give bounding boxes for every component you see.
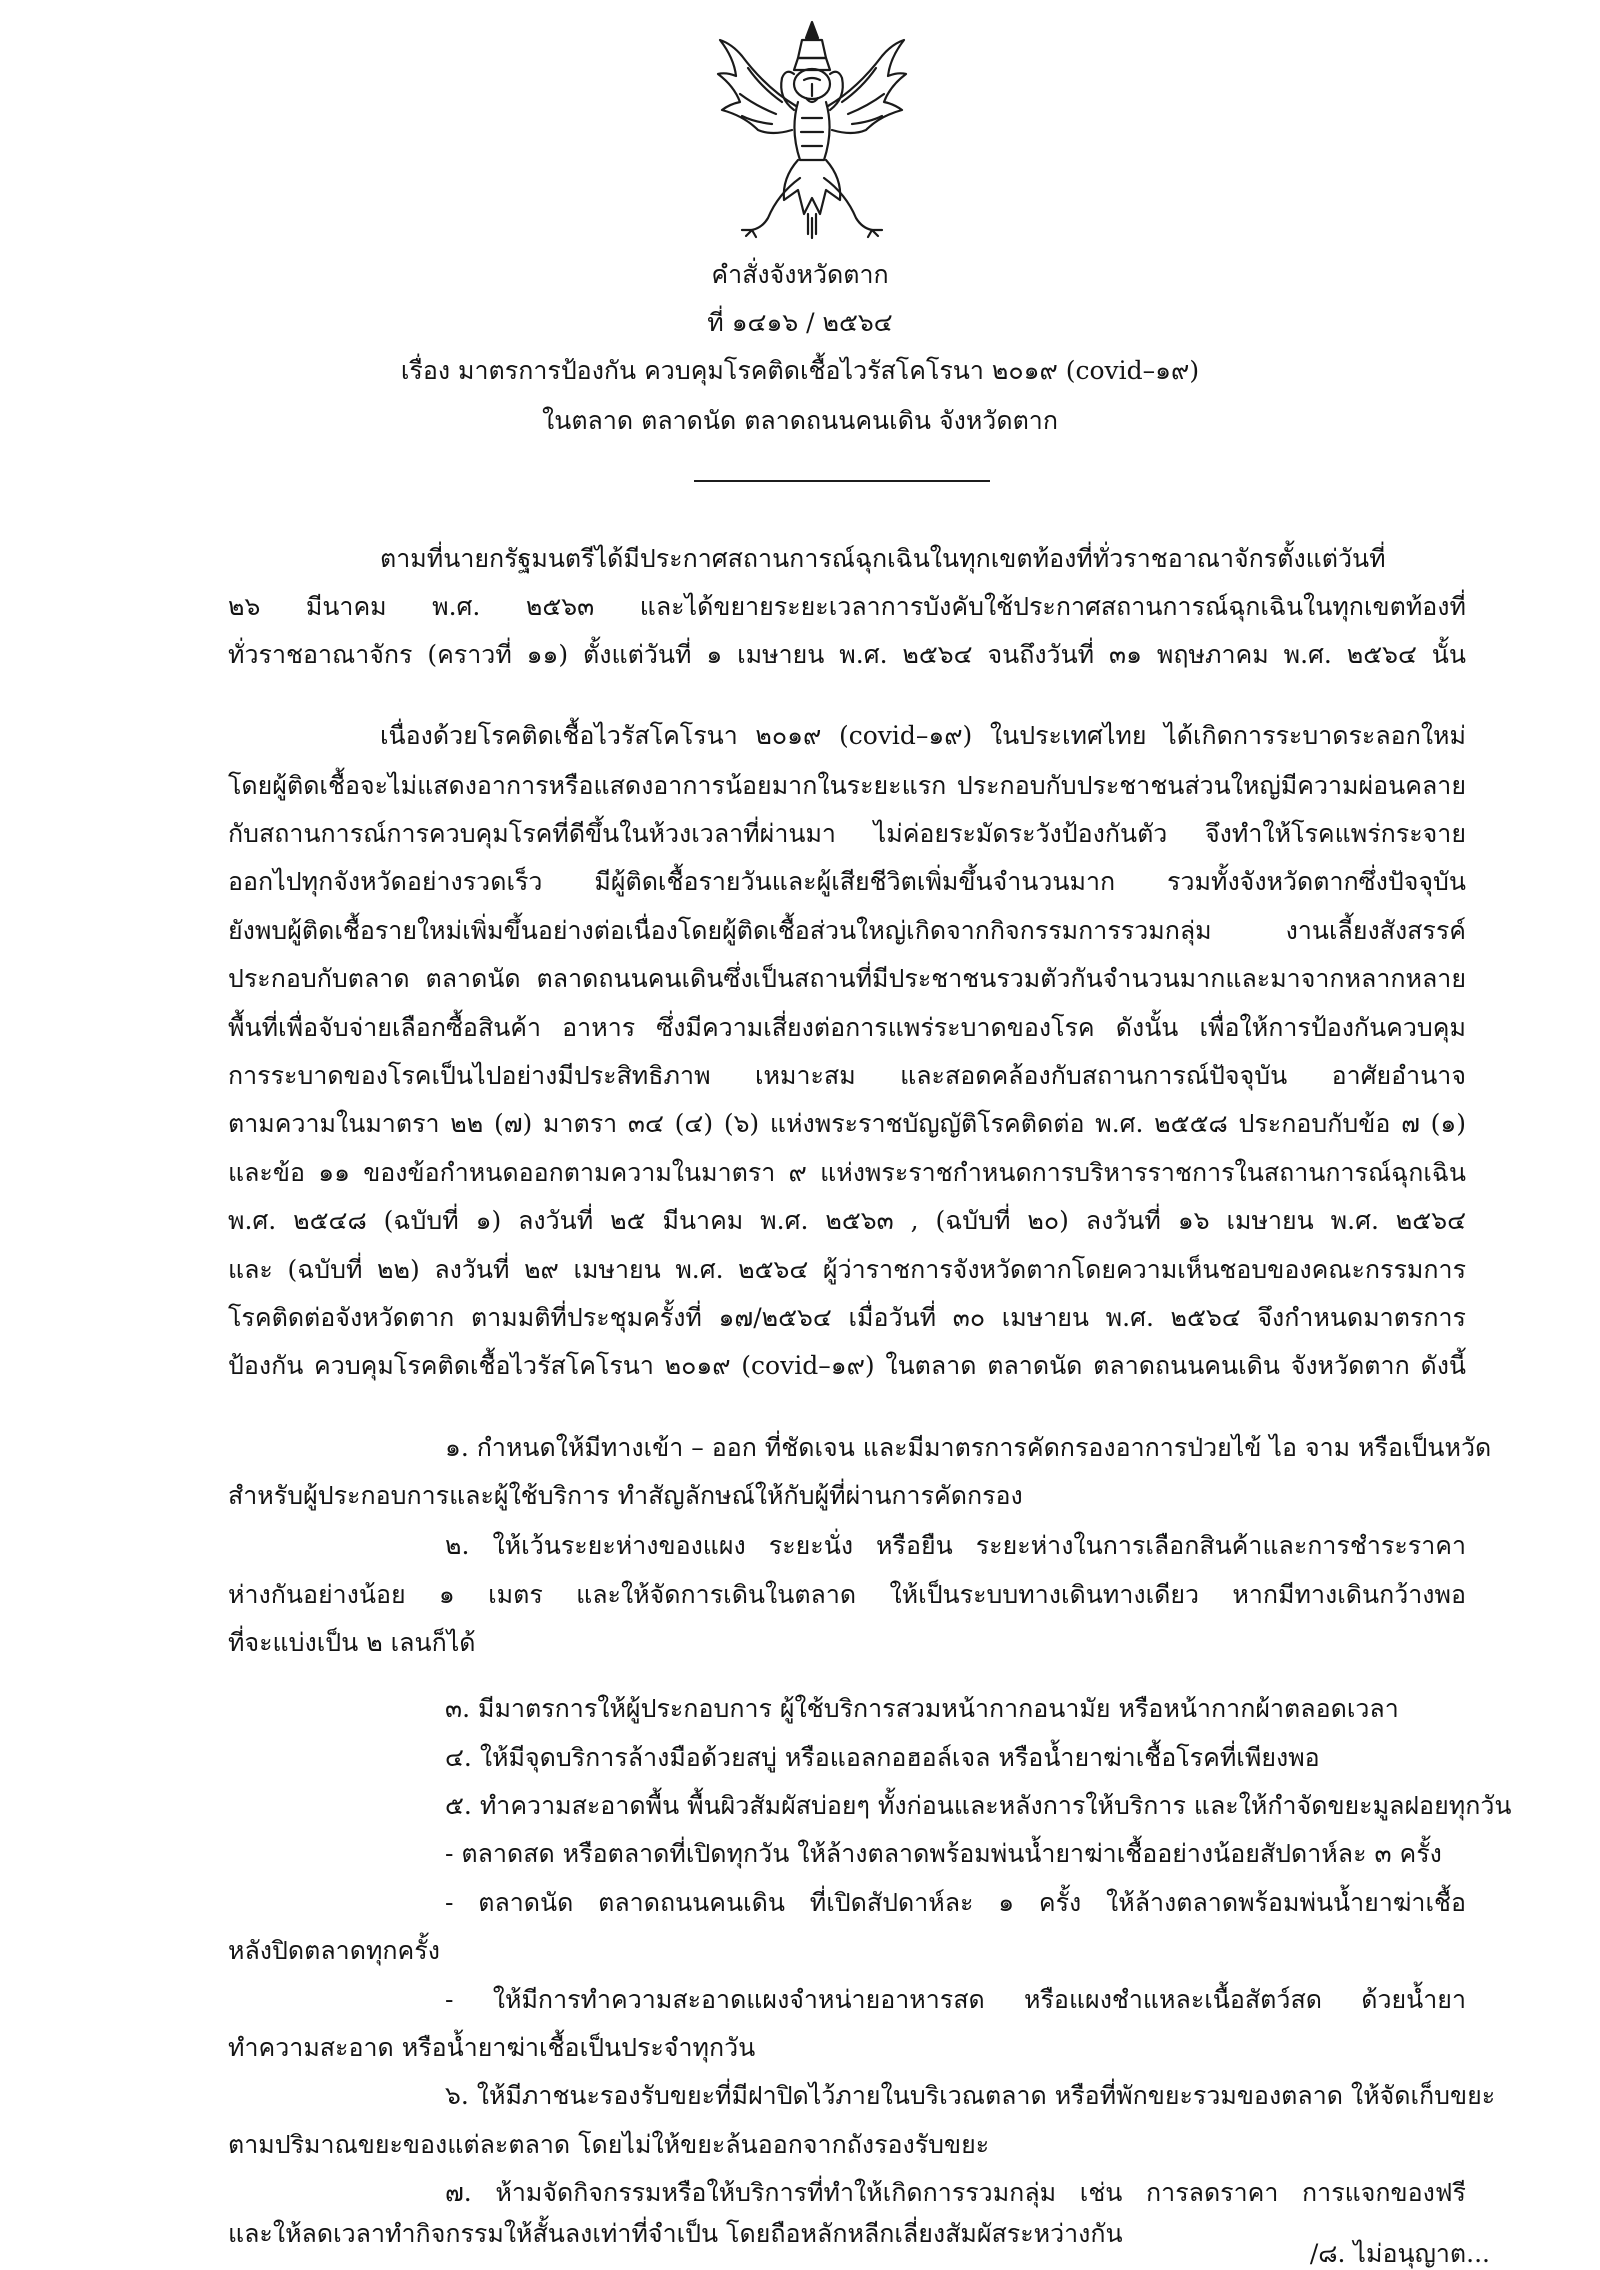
measure-2-continued: ห่างกันอย่างน้อย ๑ เมตร และให้จัดการเดินในตลาด ให้เป็นระบบทางเดินทางเดียว หากมีทางเดินกว้างพอ <box>228 1580 1466 1609</box>
paragraph-line: โรคติดต่อจังหวัดตาก ตามมติที่ประชุมครั้งที่ ๑๗/๒๕๖๔ เมื่อวันที่ ๓๐ เมษายน พ.ศ. ๒๕๖๔ จึงกำหนดมาตรการ <box>228 1303 1466 1332</box>
measure-2-continued: ที่จะแบ่งเป็น ๒ เลนก็ได้ <box>228 1628 476 1657</box>
paragraph-line: และข้อ ๑๑ ของข้อกำหนดออกตามความในมาตรา ๙ แห่งพระราชกำหนดการบริหารราชการในสถานการณ์ฉุกเฉิน <box>228 1158 1466 1187</box>
garuda-emblem-icon <box>712 18 912 240</box>
measure-2: ๒. ให้เว้นระยะห่างของแผง ระยะนั่ง หรือยืน ระยะห่างในการเลือกสินค้าและการชำระราคา <box>445 1531 1466 1560</box>
measure-5-sub-c-continued: ทำความสะอาด หรือน้ำยาฆ่าเชื้อเป็นประจำทุกวัน <box>228 2033 756 2062</box>
order-number: ที่ ๑๔๑๖ / ๒๕๖๔ <box>707 308 893 337</box>
measure-5-sub-b-continued: หลังปิดตลาดทุกครั้ง <box>228 1936 440 1965</box>
measure-7-continued: และให้ลดเวลาทำกิจกรรมให้สั้นลงเท่าที่จำเป็น โดยถือหลักหลีกเลี่ยงสัมผัสระหว่างกัน <box>228 2219 1123 2248</box>
paragraph-line: ประกอบกับตลาด ตลาดนัด ตลาดถนนคนเดินซึ่งเป็นสถานที่มีประชาชนรวมตัวกันจำนวนมากและมาจากหลากหลาย <box>228 964 1466 993</box>
measure-5: ๕. ทำความสะอาดพื้น พื้นผิวสัมผัสบ่อยๆ ทั้งก่อนและหลังการให้บริการ และให้กำจัดขยะมูลฝอยทุกวัน <box>445 1791 1512 1820</box>
order-subject-continued: ในตลาด ตลาดนัด ตลาดถนนคนเดิน จังหวัดตาก <box>542 406 1058 435</box>
continued-on-next-page: /๘. ไม่อนุญาต... <box>1309 2239 1490 2268</box>
paragraph-line: ป้องกัน ควบคุมโรคติดเชื้อไวรัสโคโรนา ๒๐๑๙ (covid–๑๙) ในตลาด ตลาดนัด ตลาดถนนคนเดิน จังหวัดตาก ดังนี้ <box>228 1351 1466 1380</box>
paragraph-line: ทั่วราชอาณาจักร (คราวที่ ๑๑) ตั้งแต่วันที่ ๑ เมษายน พ.ศ. ๒๕๖๔ จนถึงวันที่ ๓๑ พฤษภาคม พ.ศ. ๒๕๖๔ นั้น <box>228 640 1466 669</box>
paragraph-line: กับสถานการณ์การควบคุมโรคที่ดีขึ้นในห้วงเวลาที่ผ่านมา ไม่ค่อยระมัดระวังป้องกันตัว จึงทำให้โรคแพร่กระจาย <box>228 819 1466 848</box>
paragraph-line: พื้นที่เพื่อจับจ่ายเลือกซื้อสินค้า อาหาร ซึ่งมีความเสี่ยงต่อการแพร่ระบาดของโรค ดังนั้น เพื่อให้การป้องกันควบคุม <box>228 1013 1466 1042</box>
paragraph-line: การระบาดของโรคเป็นไปอย่างมีประสิทธิภาพ เหมาะสม และสอดคล้องกับสถานการณ์ปัจจุบัน อาศัยอำนาจ <box>228 1061 1466 1090</box>
measure-5-sub-c: - ให้มีการทำความสะอาดแผงจำหน่ายอาหารสด หรือแผงชำแหละเนื้อสัตว์สด ด้วยน้ำยา <box>445 1985 1466 2014</box>
measure-5-sub-a: - ตลาดสด หรือตลาดที่เปิดทุกวัน ให้ล้างตลาดพร้อมพ่นน้ำยาฆ่าเชื้ออย่างน้อยสัปดาห์ละ ๓ ครั้ง <box>445 1839 1442 1868</box>
paragraph-line: โดยผู้ติดเชื้อจะไม่แสดงอาการหรือแสดงอาการน้อยมากในระยะแรก ประกอบกับประชาชนส่วนใหญ่มีความผ่อนคลาย <box>228 771 1466 800</box>
paragraph-line: และ (ฉบับที่ ๒๒) ลงวันที่ ๒๙ เมษายน พ.ศ. ๒๕๖๔ ผู้ว่าราชการจังหวัดตากโดยความเห็นชอบของคณะกรรมการ <box>228 1255 1466 1284</box>
paragraph-line: ออกไปทุกจังหวัดอย่างรวดเร็ว มีผู้ติดเชื้อรายวันและผู้เสียชีวิตเพิ่มขึ้นจำนวนมาก รวมทั้งจังหวัดตากซึ่งปัจจุบัน <box>228 867 1466 896</box>
measure-7: ๗. ห้ามจัดกิจกรรมหรือให้บริการที่ทำให้เกิดการรวมกลุ่ม เช่น การลดราคา การแจกของฟรี <box>445 2178 1466 2207</box>
paragraph-line: ตามความในมาตรา ๒๒ (๗) มาตรา ๓๔ (๔) (๖) แห่งพระราชบัญญัติโรคติดต่อ พ.ศ. ๒๕๕๘ ประกอบกับข้อ ๗ (๑) <box>228 1109 1466 1138</box>
measure-6: ๖. ให้มีภาชนะรองรับขยะที่มีฝาปิดไว้ภายในบริเวณตลาด หรือที่พักขยะรวมของตลาด ให้จัดเก็บขยะ <box>445 2081 1496 2110</box>
paragraph-line: ตามที่นายกรัฐมนตรีได้มีประกาศสถานการณ์ฉุกเฉินในทุกเขตท้องที่ทั่วราชอาณาจักรตั้งแต่วันที่ <box>380 544 1386 573</box>
measure-3: ๓. มีมาตรการให้ผู้ประกอบการ ผู้ใช้บริการสวมหน้ากากอนามัย หรือหน้ากากผ้าตลอดเวลา <box>445 1694 1399 1723</box>
paragraph-line: พ.ศ. ๒๕๔๘ (ฉบับที่ ๑) ลงวันที่ ๒๕ มีนาคม พ.ศ. ๒๕๖๓ , (ฉบับที่ ๒๐) ลงวันที่ ๑๖ เมษายน พ.ศ. ๒๕๖๔ <box>228 1206 1466 1235</box>
measure-6-continued: ตามปริมาณขยะของแต่ละตลาด โดยไม่ให้ขยะล้นออกจากถังรองรับขยะ <box>228 2130 990 2159</box>
measure-5-sub-b: - ตลาดนัด ตลาดถนนคนเดิน ที่เปิดสัปดาห์ละ ๑ ครั้ง ให้ล้างตลาดพร้อมพ่นน้ำยาฆ่าเชื้อ <box>445 1888 1466 1917</box>
paragraph-line: เนื่องด้วยโรคติดเชื้อไวรัสโคโรนา ๒๐๑๙ (covid–๑๙) ในประเทศไทย ได้เกิดการระบาดระลอกใหม่ <box>380 721 1466 750</box>
measure-1: ๑. กำหนดให้มีทางเข้า – ออก ที่ชัดเจน และมีมาตรการคัดกรองอาการป่วยไข้ ไอ จาม หรือเป็นหวัด <box>445 1433 1492 1462</box>
header-divider <box>694 480 990 482</box>
paragraph-line: ยังพบผู้ติดเชื้อรายใหม่เพิ่มขึ้นอย่างต่อเนื่องโดยผู้ติดเชื้อส่วนใหญ่เกิดจากกิจกรรมการรวมกลุ่ม งานเลี้ยงสังสรรค์ <box>228 916 1466 945</box>
order-title: คำสั่งจังหวัดตาก <box>711 260 889 289</box>
paragraph-line: ๒๖ มีนาคม พ.ศ. ๒๕๖๓ และได้ขยายระยะเวลาการบังคับใช้ประกาศสถานการณ์ฉุกเฉินในทุกเขตท้องที่ <box>228 592 1466 621</box>
measure-1-continued: สำหรับผู้ประกอบการและผู้ใช้บริการ ทำสัญลักษณ์ให้กับผู้ที่ผ่านการคัดกรอง <box>228 1481 1023 1510</box>
measure-4: ๔. ให้มีจุดบริการล้างมือด้วยสบู่ หรือแอลกอฮอล์เจล หรือน้ำยาฆ่าเชื้อโรคที่เพียงพอ <box>445 1743 1320 1772</box>
order-subject: เรื่อง มาตรการป้องกัน ควบคุมโรคติดเชื้อไวรัสโคโรนา ๒๐๑๙ (covid–๑๙) <box>400 356 1200 385</box>
